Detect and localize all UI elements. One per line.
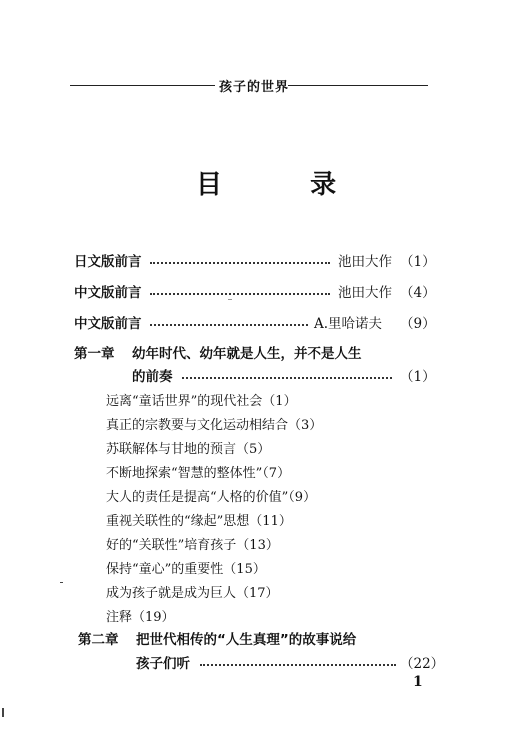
chapter-number: 第一章	[74, 346, 115, 362]
toc-section: 保持“童心”的重要性（15）	[106, 562, 266, 577]
toc-chapter-1-line-1	[0, 342, 522, 364]
toc-chapter-2-line-2	[0, 652, 522, 674]
toc-entry-page: （1）	[400, 254, 436, 270]
toc-section: 注释（19）	[106, 610, 175, 625]
toc-entry-page: （9）	[400, 316, 436, 332]
toc-entry-label: 日文版前言	[74, 254, 142, 270]
header-rule-right	[288, 85, 428, 86]
leader-dots	[150, 324, 308, 326]
toc-section: 重视关联性的“缘起”思想（11）	[106, 514, 292, 529]
toc-entry-page: （1）	[400, 369, 436, 385]
toc-section: 远离“童话世界”的现代社会（1）	[106, 394, 297, 409]
toc-entry-page: （22）	[400, 656, 445, 672]
chapter-title: 幼年时代、幼年就是人生，并不是人生	[132, 346, 362, 362]
leader-dots	[200, 664, 396, 666]
chapter-title-continued: 的前奏	[132, 369, 173, 385]
scan-speck	[228, 299, 232, 300]
leader-dots	[150, 293, 330, 295]
toc-entry-label: 中文版前言	[74, 316, 142, 332]
toc-chapter-1-line-2	[0, 365, 522, 387]
toc-title-right: 录	[310, 170, 337, 200]
chapter-title: 把世代相传的“人生真理”的故事说给	[136, 632, 357, 648]
toc-entry-author: 池田大作	[338, 254, 392, 270]
toc-title	[196, 164, 336, 201]
toc-entry-page: （4）	[400, 285, 436, 301]
leader-dots	[150, 262, 330, 264]
toc-section: 苏联解体与甘地的预言（5）	[106, 442, 271, 457]
toc-entry-author: 池田大作	[338, 285, 392, 301]
toc-section: 不断地探索“智慧的整体性”（7）	[106, 466, 291, 481]
toc-section: 成为孩子就是成为巨人（17）	[106, 586, 279, 601]
scan-speck	[2, 708, 4, 717]
chapter-number: 第二章	[78, 632, 119, 648]
toc-entry-preface-3	[0, 312, 522, 334]
running-header-title: 孩子的世界	[219, 80, 290, 95]
toc-entry-label: 中文版前言	[74, 285, 142, 301]
toc-section: 真正的宗教要与文化运动相结合（3）	[106, 418, 323, 433]
toc-entry-preface-1	[0, 250, 522, 272]
toc-entry-author: A.里哈诺夫	[314, 316, 383, 332]
leader-dots	[182, 377, 392, 379]
toc-title-left: 目	[196, 170, 223, 200]
toc-section: 大人的责任是提高“人格的价值”（9）	[106, 490, 317, 505]
toc-entry-preface-2	[0, 281, 522, 303]
chapter-title-continued: 孩子们听	[136, 656, 190, 672]
page-number: 1	[413, 674, 423, 690]
scan-speck	[60, 582, 63, 583]
header-rule-left	[70, 85, 215, 86]
toc-section: 好的“关联性”培育孩子（13）	[106, 538, 279, 553]
toc-chapter-2-line-1	[0, 628, 522, 650]
